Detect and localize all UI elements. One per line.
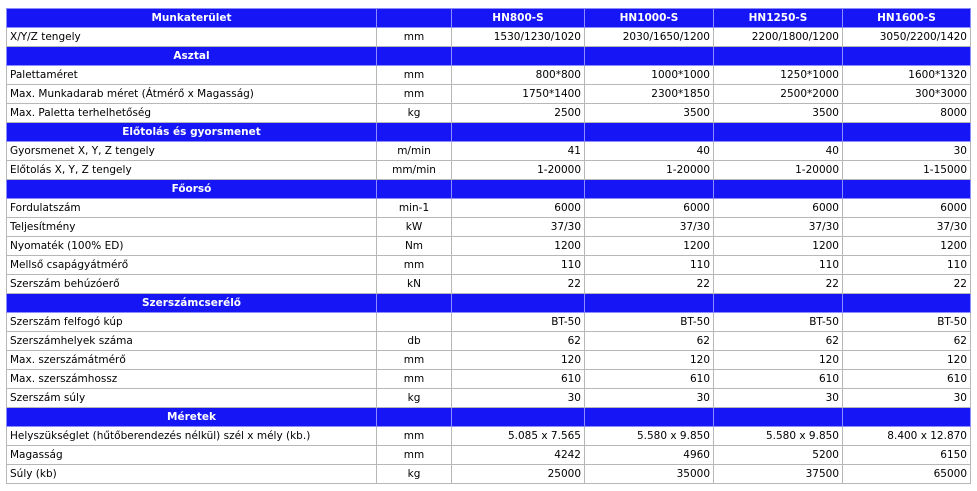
row-label: Mellső csapágyátmérő [7,256,377,275]
section-filler-cell [377,180,452,199]
value-cell-model-2: 2030/1650/1200 [585,28,714,47]
value-cell-model-1: 1530/1230/1020 [452,28,585,47]
value-cell-model-4: 37/30 [843,218,971,237]
header-unit [377,9,452,28]
section-header-row [7,294,971,313]
section-filler-cell [714,294,843,313]
value-cell-model-3: 1200 [714,237,843,256]
value-cell-model-3: 1250*1000 [714,66,843,85]
value-cell-model-2: 120 [585,351,714,370]
row-unit: kg [377,389,452,408]
section-filler-cell [585,47,714,66]
value-cell-model-1: BT-50 [452,313,585,332]
section-header-row [7,123,971,142]
row-label: Szerszámhelyek száma [7,332,377,351]
section-filler-cell [843,408,971,427]
spec-table [6,8,971,484]
row-unit: mm [377,66,452,85]
value-cell-model-1: 30 [452,389,585,408]
value-cell-model-3: 40 [714,142,843,161]
row-unit: kW [377,218,452,237]
value-cell-model-2: BT-50 [585,313,714,332]
value-cell-model-4: 1-15000 [843,161,971,180]
table-row [7,313,971,332]
section-title: Szerszámcserélő [7,294,377,313]
row-label: Szerszám felfogó kúp [7,313,377,332]
value-cell-model-4: 300*3000 [843,85,971,104]
table-row [7,104,971,123]
value-cell-model-1: 6000 [452,199,585,218]
value-cell-model-3: 110 [714,256,843,275]
row-unit: min-1 [377,199,452,218]
row-label: Szerszám súly [7,389,377,408]
table-row [7,370,971,389]
section-filler-cell [714,123,843,142]
spec-table-body [7,9,971,484]
value-cell-model-2: 30 [585,389,714,408]
value-cell-model-3: 1-20000 [714,161,843,180]
value-cell-model-2: 62 [585,332,714,351]
section-filler-cell [585,408,714,427]
value-cell-model-4: BT-50 [843,313,971,332]
value-cell-model-2: 37/30 [585,218,714,237]
row-label: Max. Paletta terhelhetőség [7,104,377,123]
value-cell-model-4: 1200 [843,237,971,256]
section-title: Méretek [7,408,377,427]
section-filler-cell [714,408,843,427]
section-filler-cell [843,294,971,313]
table-row [7,332,971,351]
value-cell-model-4: 6150 [843,446,971,465]
value-cell-model-4: 62 [843,332,971,351]
value-cell-model-4: 8000 [843,104,971,123]
table-row [7,275,971,294]
row-unit: mm [377,28,452,47]
value-cell-model-3: 2500*2000 [714,85,843,104]
section-header-row [7,180,971,199]
section-filler-cell [452,47,585,66]
value-cell-model-3: BT-50 [714,313,843,332]
section-filler-cell [377,123,452,142]
value-cell-model-2: 5.580 x 9.850 [585,427,714,446]
row-unit: mm [377,446,452,465]
value-cell-model-1: 25000 [452,465,585,484]
table-row [7,142,971,161]
row-unit: kg [377,104,452,123]
section-filler-cell [585,180,714,199]
value-cell-model-2: 610 [585,370,714,389]
value-cell-model-4: 22 [843,275,971,294]
row-label: Palettaméret [7,66,377,85]
value-cell-model-3: 5.580 x 9.850 [714,427,843,446]
section-filler-cell [714,180,843,199]
row-unit: mm [377,370,452,389]
value-cell-model-1: 610 [452,370,585,389]
row-unit: mm/min [377,161,452,180]
table-row [7,66,971,85]
value-cell-model-1: 110 [452,256,585,275]
value-cell-model-1: 120 [452,351,585,370]
section-header-row [7,408,971,427]
value-cell-model-1: 4242 [452,446,585,465]
table-row [7,237,971,256]
table-row [7,85,971,104]
value-cell-model-3: 37500 [714,465,843,484]
section-filler-cell [843,123,971,142]
value-cell-model-4: 6000 [843,199,971,218]
section-filler-cell [377,294,452,313]
section-filler-cell [585,294,714,313]
row-unit: mm [377,85,452,104]
value-cell-model-3: 37/30 [714,218,843,237]
value-cell-model-3: 22 [714,275,843,294]
table-row [7,256,971,275]
value-cell-model-1: 1-20000 [452,161,585,180]
value-cell-model-2: 110 [585,256,714,275]
section-filler-cell [452,180,585,199]
row-label: Max. szerszámhossz [7,370,377,389]
header-row [7,9,971,28]
section-title: Előtolás és gyorsmenet [7,123,377,142]
row-label: Magasság [7,446,377,465]
table-row [7,389,971,408]
value-cell-model-2: 6000 [585,199,714,218]
row-label: Előtolás X, Y, Z tengely [7,161,377,180]
value-cell-model-1: 1200 [452,237,585,256]
value-cell-model-4: 110 [843,256,971,275]
section-filler-cell [714,47,843,66]
row-label: Gyorsmenet X, Y, Z tengely [7,142,377,161]
spec-table-container [6,8,970,484]
row-label: Súly (kb) [7,465,377,484]
section-title: Asztal [7,47,377,66]
header-model-4: HN1600-S [843,9,971,28]
value-cell-model-4: 610 [843,370,971,389]
table-row [7,161,971,180]
value-cell-model-3: 62 [714,332,843,351]
row-unit: mm [377,351,452,370]
row-unit: db [377,332,452,351]
value-cell-model-1: 5.085 x 7.565 [452,427,585,446]
table-row [7,218,971,237]
section-filler-cell [843,47,971,66]
value-cell-model-3: 6000 [714,199,843,218]
table-row [7,427,971,446]
value-cell-model-2: 22 [585,275,714,294]
value-cell-model-2: 35000 [585,465,714,484]
value-cell-model-4: 30 [843,142,971,161]
section-filler-cell [452,123,585,142]
value-cell-model-1: 37/30 [452,218,585,237]
value-cell-model-4: 3050/2200/1420 [843,28,971,47]
section-filler-cell [843,180,971,199]
row-unit: kN [377,275,452,294]
header-model-3: HN1250-S [714,9,843,28]
header-title: Munkaterület [7,9,377,28]
row-label: Teljesítmény [7,218,377,237]
value-cell-model-3: 5200 [714,446,843,465]
row-label: Helyszükséglet (hűtőberendezés nélkül) szél x mély (kb.) [7,427,377,446]
table-row [7,28,971,47]
value-cell-model-3: 30 [714,389,843,408]
value-cell-model-4: 30 [843,389,971,408]
section-title: Főorsó [7,180,377,199]
value-cell-model-1: 62 [452,332,585,351]
value-cell-model-2: 1000*1000 [585,66,714,85]
section-filler-cell [377,47,452,66]
value-cell-model-3: 610 [714,370,843,389]
row-label: Max. szerszámátmérő [7,351,377,370]
value-cell-model-4: 65000 [843,465,971,484]
value-cell-model-1: 41 [452,142,585,161]
value-cell-model-3: 2200/1800/1200 [714,28,843,47]
value-cell-model-1: 22 [452,275,585,294]
row-label: X/Y/Z tengely [7,28,377,47]
value-cell-model-4: 120 [843,351,971,370]
table-row [7,351,971,370]
row-label: Szerszám behúzóerő [7,275,377,294]
section-filler-cell [452,294,585,313]
section-filler-cell [585,123,714,142]
row-label: Fordulatszám [7,199,377,218]
value-cell-model-2: 4960 [585,446,714,465]
value-cell-model-2: 2300*1850 [585,85,714,104]
row-label: Nyomaték (100% ED) [7,237,377,256]
table-row [7,446,971,465]
section-filler-cell [377,408,452,427]
value-cell-model-3: 3500 [714,104,843,123]
value-cell-model-1: 2500 [452,104,585,123]
value-cell-model-2: 1-20000 [585,161,714,180]
row-unit: kg [377,465,452,484]
row-unit [377,313,452,332]
section-filler-cell [452,408,585,427]
header-model-2: HN1000-S [585,9,714,28]
row-label: Max. Munkadarab méret (Átmérő x Magasság) [7,85,377,104]
value-cell-model-4: 8.400 x 12.870 [843,427,971,446]
value-cell-model-1: 1750*1400 [452,85,585,104]
header-model-1: HN800-S [452,9,585,28]
value-cell-model-4: 1600*1320 [843,66,971,85]
value-cell-model-2: 3500 [585,104,714,123]
row-unit: mm [377,427,452,446]
row-unit: Nm [377,237,452,256]
table-row [7,465,971,484]
value-cell-model-2: 1200 [585,237,714,256]
row-unit: m/min [377,142,452,161]
section-header-row [7,47,971,66]
value-cell-model-2: 40 [585,142,714,161]
value-cell-model-3: 120 [714,351,843,370]
table-row [7,199,971,218]
value-cell-model-1: 800*800 [452,66,585,85]
row-unit: mm [377,256,452,275]
